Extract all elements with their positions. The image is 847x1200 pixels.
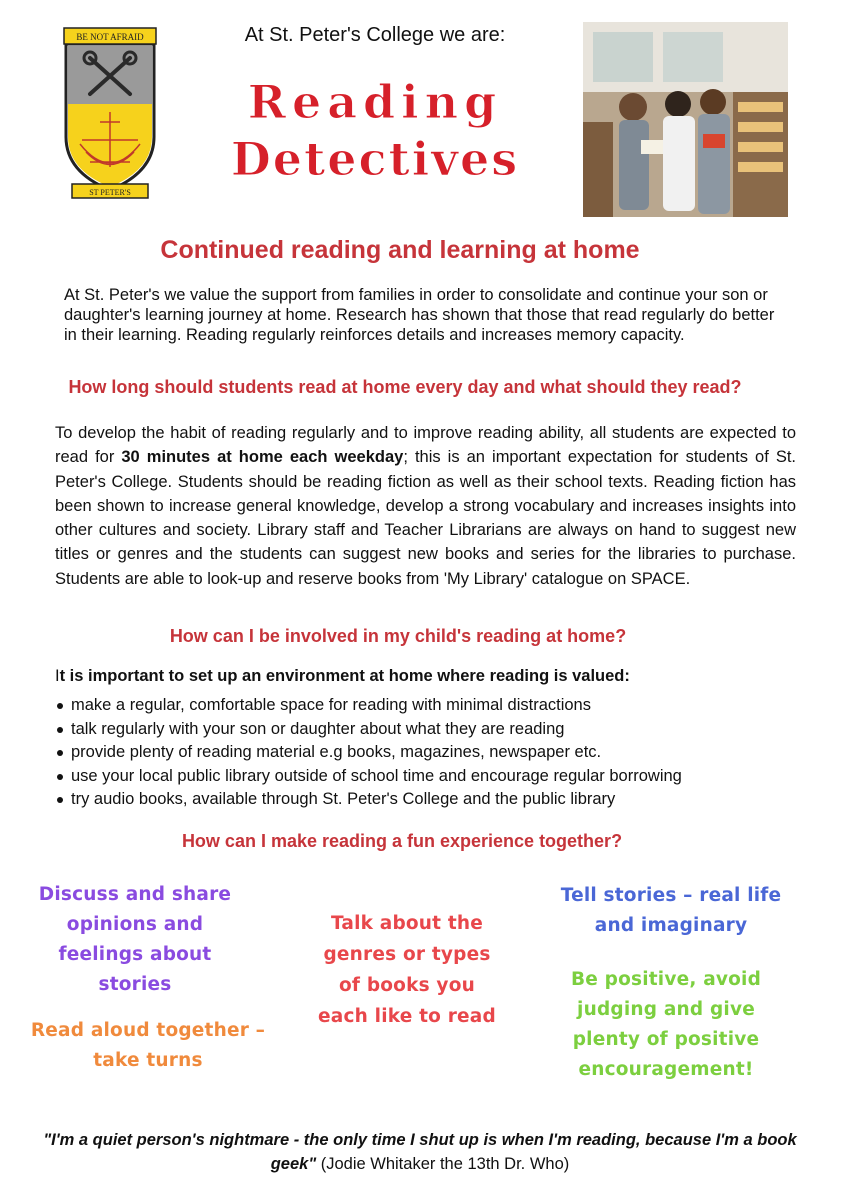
list-item: use your local public library outside of school time and encourage regular borrowing (71, 765, 831, 789)
list-item: make a regular, comfortable space for reading with minimal distractions (71, 694, 831, 718)
intro-paragraph: At St. Peter's we value the support from families in order to consolidate and continue your son or daughter's learning journey at home. Research has shown that those that read regularly do better in their learning. Reading regularly reinforces details and increases memory capacity. (64, 286, 775, 344)
intro-line: At St. Peter's College we are: (244, 24, 506, 46)
page-title: Continued reading and learning at home (160, 236, 640, 264)
crest-name: ST PETER'S (89, 188, 131, 197)
reading-time-paragraph (55, 421, 796, 591)
tip-discuss: Discuss and share opinions and feelings about stories (38, 884, 232, 995)
list-item: try audio books, available through St. Peter's College and the public library (71, 788, 831, 812)
lead-text: t is important to set up an environment at home where reading is valued: (59, 667, 630, 685)
involvement-lead (55, 666, 815, 687)
list-item: talk regularly with your son or daughter about what they are reading (71, 718, 831, 742)
closing-quote (40, 1128, 800, 1176)
paragraph-emphasis: 30 minutes at home each weekday (121, 448, 404, 467)
paragraph-text: ; this is an important expectation for students of St. Peter's College. Students should be reading fiction as well as their school texts. Reading fiction has been shown to increase general knowledge, develop a strong vocabulary and increases insights into other cultures and society. Library staff and Teacher Librarians are always on hand to suggest new titles or genres and the students can suggest new books and series for the libraries to purchase. Students are able to look-up and reserve books from 'My Library' catalogue on SPACE. (55, 448, 796, 588)
paragraph-text: To develop the habit of reading regularly and to improve reading ability, all students are expected to read for (55, 424, 796, 467)
school-crest-logo (60, 22, 160, 200)
crest-motto: BE NOT AFRAID (76, 32, 144, 42)
list-item: provide plenty of reading material e.g books, magazines, newspaper etc. (71, 741, 831, 765)
tip-read-aloud: Read aloud together – take turns (30, 1020, 266, 1071)
section-heading-fun: How can I make reading a fun experience together? (181, 831, 623, 851)
tip-be-positive: Be positive, avoid judging and give plenty of positive encouragement! (570, 969, 762, 1080)
library-students-photo (583, 22, 788, 217)
quote-text: "I'm a quiet person's nightmare - the only time I shut up is when I'm reading, because I'm a book geek" (43, 1131, 797, 1173)
logo-line-detectives: Detectives (230, 132, 520, 186)
tip-tell-stories: Tell stories – real life and imaginary (560, 885, 782, 936)
tip-talk-genres: Talk about the genres or types of books you each like to read (318, 913, 496, 1027)
reading-detectives-logo (188, 70, 563, 190)
quote-attribution: (Jodie Whitaker the 13th Dr. Who) (316, 1155, 570, 1173)
logo-line-reading: Reading (247, 75, 503, 129)
section-heading-reading-time: How long should students read at home every day and what should they read? (68, 377, 742, 397)
involvement-list (56, 694, 831, 812)
section-heading-involvement: How can I be involved in my child's reading at home? (169, 626, 627, 646)
lead-initial: I (55, 667, 60, 685)
